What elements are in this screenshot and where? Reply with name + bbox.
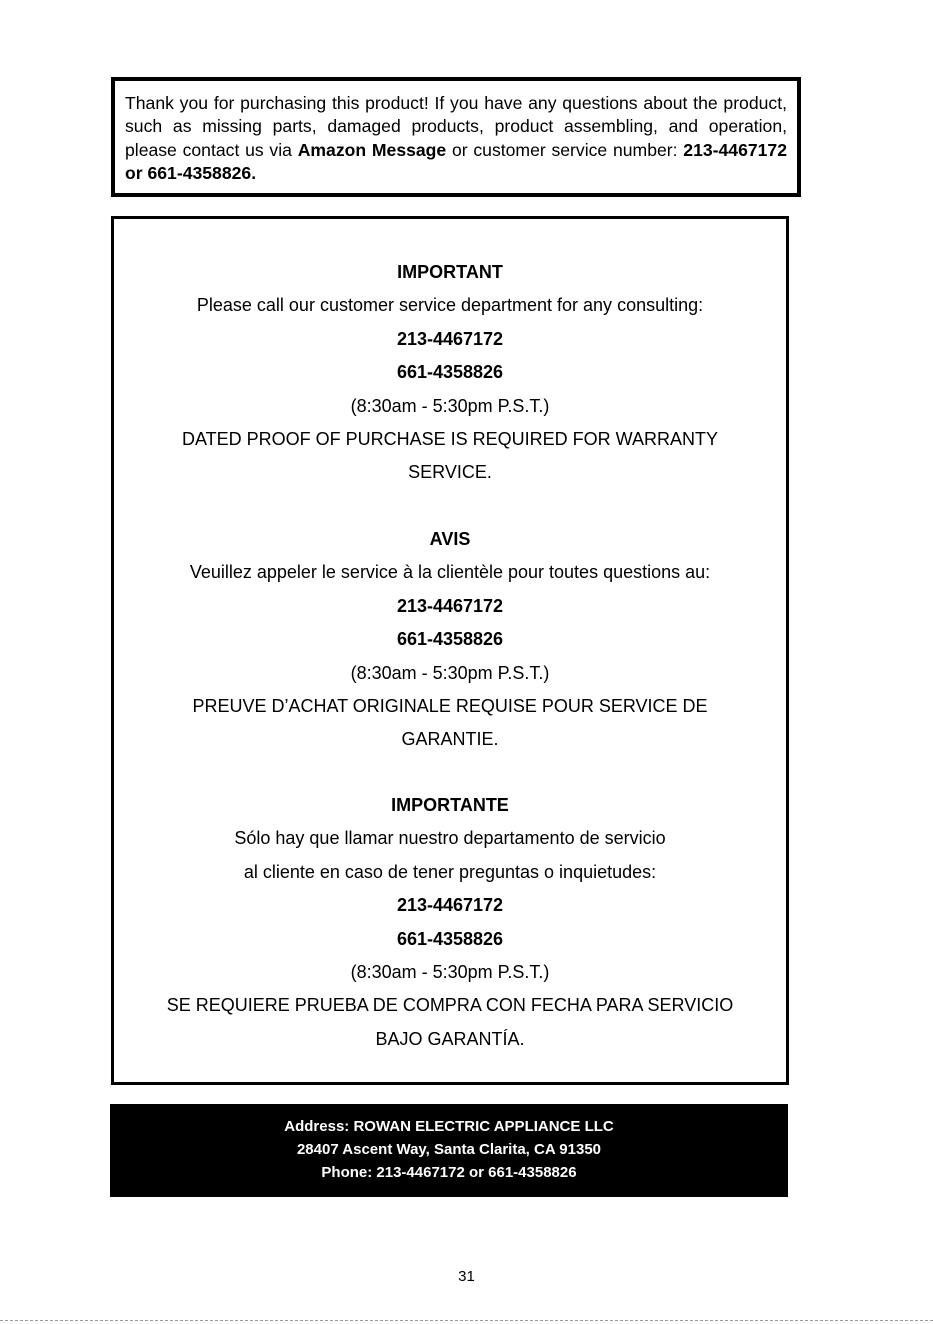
phone-number-2: 661-4358826 xyxy=(396,629,504,650)
service-hours: (8:30am - 5:30pm P.S.T.) xyxy=(350,662,550,683)
notice-intro-text: Thank you for purchasing this product! If you have any questions about the product, such as missing parts, damaged products, product assembling, and operation, please contact us via xyxy=(125,93,787,160)
section-spanish xyxy=(114,789,786,1056)
thank-you-notice xyxy=(111,77,801,197)
notice-phone-numbers: 213-4467172 or 661-4358826. xyxy=(125,139,787,183)
section-heading: IMPORTANT xyxy=(397,262,503,282)
phone-number-1: 213-4467172 xyxy=(396,895,504,916)
section-instruction: Please call our customer service department for any consulting: xyxy=(196,295,704,316)
section-instruction: Veuillez appeler le service à la clientèle pour toutes questions au: xyxy=(189,562,711,583)
page-bottom-divider xyxy=(0,1320,933,1321)
address-company-name: Address: ROWAN ELECTRIC APPLIANCE LLC xyxy=(284,1118,614,1135)
phone-number-2: 661-4358826 xyxy=(396,928,504,949)
warranty-notice-line-1: PREUVE D’ACHAT ORIGINALE REQUISE POUR SERVICE DE xyxy=(192,695,708,716)
section-instruction-line-1: Sólo hay que llamar nuestro departamento de servicio xyxy=(234,828,666,849)
phone-number-1: 213-4467172 xyxy=(396,595,504,616)
important-info-box xyxy=(111,216,789,1085)
section-heading: IMPORTANTE xyxy=(391,795,509,815)
page-number: 31 xyxy=(458,1268,475,1285)
section-heading: AVIS xyxy=(429,529,471,549)
warranty-notice-line-2: GARANTIE. xyxy=(401,729,499,750)
service-hours: (8:30am - 5:30pm P.S.T.) xyxy=(350,395,550,416)
amazon-message-label: Amazon Message xyxy=(297,139,447,160)
section-english xyxy=(114,256,786,490)
address-phone: Phone: 213-4467172 or 661-4358826 xyxy=(321,1164,577,1181)
phone-number-2: 661-4358826 xyxy=(396,362,504,383)
company-address-banner xyxy=(110,1104,788,1197)
warranty-notice-line-2: SERVICE. xyxy=(408,462,492,483)
warranty-notice-line-1: DATED PROOF OF PURCHASE IS REQUIRED FOR WARRANTY xyxy=(181,428,719,449)
section-french xyxy=(114,523,786,757)
warranty-notice-line-2: BAJO GARANTÍA. xyxy=(375,1028,525,1049)
service-hours: (8:30am - 5:30pm P.S.T.) xyxy=(350,961,550,982)
phone-number-1: 213-4467172 xyxy=(396,328,504,349)
address-street: 28407 Ascent Way, Santa Clarita, CA 91350 xyxy=(296,1141,602,1158)
section-instruction-line-2: al cliente en caso de tener preguntas o inquietudes: xyxy=(243,861,657,882)
warranty-notice-line-1: SE REQUIERE PRUEBA DE COMPRA CON FECHA PARA SERVICIO xyxy=(166,995,734,1016)
notice-mid-text: or customer service number: xyxy=(446,139,684,160)
